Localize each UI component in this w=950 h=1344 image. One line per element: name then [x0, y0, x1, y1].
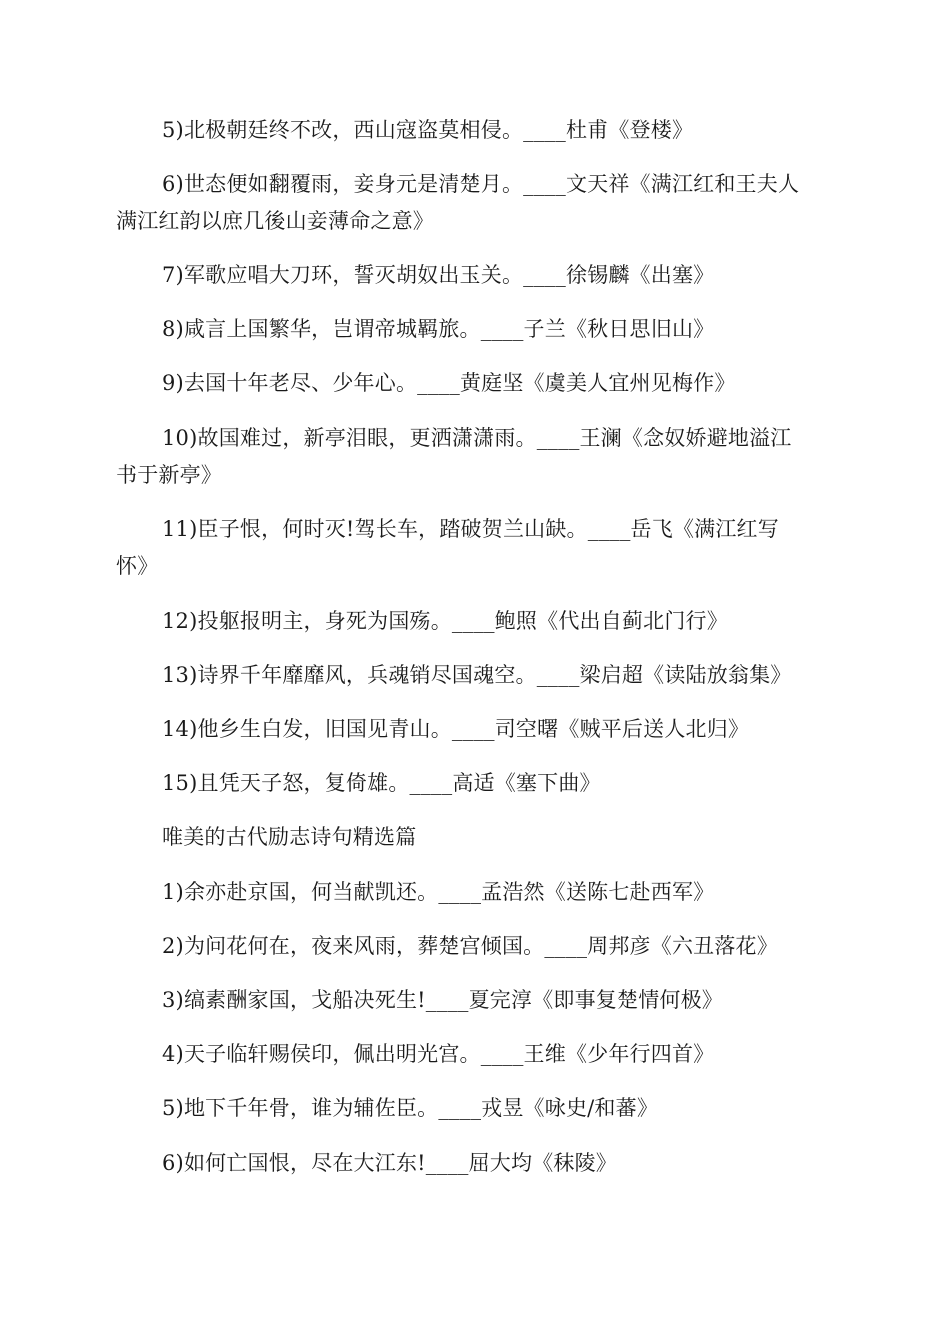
poem-line-6a-cont: 满江红韵以庶几後山妾薄命之意》: [116, 209, 434, 233]
poem-line-11: 11)臣子恨，何时灭!驾长车，踏破贺兰山缺。____岳飞《满江红写: [162, 517, 779, 541]
poem-line-2b: 2)为问花何在，夜来风雨，葬楚宫倾国。____周邦彦《六丑落花》: [162, 934, 778, 958]
poem-line-11-cont: 怀》: [116, 554, 159, 578]
poem-line-14: 14)他乡生白发，旧国见青山。____司空曙《贼平后送人北归》: [162, 717, 750, 741]
poem-line-1b: 1)余亦赴京国，何当献凯还。____孟浩然《送陈七赴西军》: [162, 880, 715, 904]
poem-line-13: 13)诗界千年靡靡风，兵魂销尽国魂空。____梁启超《读陆放翁集》: [162, 663, 792, 687]
poem-line-5b: 5)地下千年骨，谁为辅佐臣。____戎昱《咏史/和蕃》: [162, 1096, 659, 1120]
poem-line-4b: 4)天子临轩赐侯印，佩出明光宫。____王维《少年行四首》: [162, 1042, 715, 1066]
poem-line-7a: 7)军歌应唱大刀环，誓灭胡奴出玉关。____徐锡麟《出塞》: [162, 263, 715, 287]
poem-line-5a: 5)北极朝廷终不改，西山寇盗莫相侵。____杜甫《登楼》: [162, 118, 694, 142]
poem-line-6a: 6)世态便如翻覆雨，妾身元是清楚月。____文天祥《满江红和王夫人: [162, 172, 800, 196]
poem-line-15: 15)且凭天子怒，复倚雄。____高适《塞下曲》: [162, 771, 601, 795]
poem-line-10-cont: 书于新亭》: [116, 463, 222, 487]
poem-line-3b: 3)缟素酬家国，戈船决死生!____夏完淳《即事复楚情何极》: [162, 988, 723, 1012]
poem-line-9a: 9)去国十年老尽、少年心。____黄庭坚《虞美人宜州见梅作》: [162, 371, 736, 395]
poem-line-12: 12)投躯报明主，身死为国殇。____鲍照《代出自蓟北门行》: [162, 609, 728, 633]
poem-line-6b: 6)如何亡国恨，尽在大江东!____屈大均《秣陵》: [162, 1151, 617, 1175]
section-heading: 唯美的古代励志诗句精选篇: [162, 825, 417, 849]
poem-line-10: 10)故国难过，新亭泪眼，更洒潇潇雨。____王澜《念奴娇避地溢江: [162, 426, 792, 450]
poem-line-8a: 8)咸言上国繁华，岂谓帝城羁旅。____子兰《秋日思旧山》: [162, 317, 715, 341]
